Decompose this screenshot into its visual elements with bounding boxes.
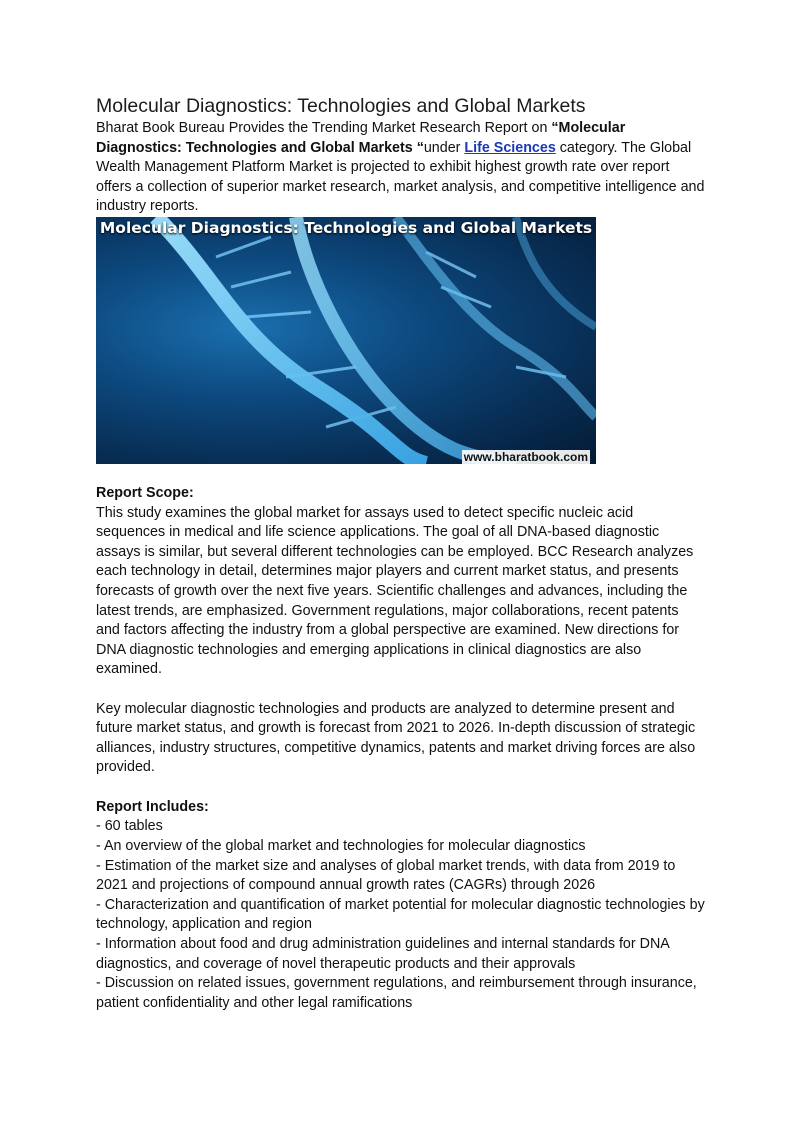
includes-item: - Characterization and quantification of market potential for molecular diagnostic technologies by technology, application and region — [96, 896, 705, 933]
scope-paragraph-2: Key molecular diagnostic technologies and products are analyzed to determine present and future market status, and growth is forecast from 2021 to 2026. In-depth discussion of strategic alliances, industry structures, competitive dynamics, patents and market driving forces are also provided. — [96, 700, 696, 776]
dna-helix-illustration — [96, 217, 596, 464]
scope-heading: Report Scope: — [96, 484, 194, 501]
hero-watermark-url: www.bharatbook.com — [463, 449, 588, 464]
intro-text-2: under — [423, 139, 465, 156]
quote-close: “ — [412, 139, 424, 156]
spacer — [96, 680, 706, 700]
hero-title: Molecular Diagnostics: Technologies and Global Markets — [99, 218, 593, 237]
page-title: Molecular Diagnostics: Technologies and Global Markets — [96, 95, 586, 117]
life-sciences-link[interactable]: Life Sciences — [464, 139, 556, 156]
intro-text-1: Bharat Book Bureau Provides the Trending Market Research Report on — [96, 120, 552, 136]
intro-text-3: category. The Global Wealth Management Platform Market is projected to exhibit highest growth rate over report offers a collection of superior market research, market analysis, and competitive intelligence and industry reports. — [96, 139, 705, 215]
intro-paragraph — [96, 119, 706, 217]
includes-item: - 60 tables — [96, 818, 163, 835]
includes-item: - Discussion on related issues, government regulations, and reimbursement through insurance, patient confidentiality and other legal ramifications — [96, 975, 697, 1011]
quote-open: “ — [551, 120, 559, 136]
document-body — [96, 94, 706, 1013]
includes-item: - An overview of the global market and technologies for molecular diagnostics — [96, 838, 586, 855]
scope-paragraph-1: This study examines the global market for assays used to detect specific nucleic acid sequences in medical and life science applications. The goal of all DNA-based diagnostic assays is similar, but several different technologies can be employed. BCC Research analyzes each technology in detail, determines major players and current market status, and presents forecasts of growth over the next five years. Scientific challenges and advances, including the latest trends, are emphasized. Government regulations, major collaborations, recent patents and factors affecting the industry from a global perspective are examined. New directions for DNA diagnostic technologies and emerging applications in clinical diagnostics are also examined. — [96, 504, 694, 678]
includes-item: - Estimation of the market size and analyses of global market trends, with data from 2019 to 2021 and projections of compound annual growth rates (CAGRs) through 2026 — [96, 857, 676, 894]
report-name: Molecular Diagnostics: Technologies and Global Markets — [96, 120, 626, 156]
includes-item: - Information about food and drug administration guidelines and internal standards for DNA diagnostics, and coverage of novel therapeutic products and their approvals — [96, 936, 670, 972]
includes-heading: Report Includes: — [96, 798, 209, 815]
hero-image — [96, 217, 596, 464]
